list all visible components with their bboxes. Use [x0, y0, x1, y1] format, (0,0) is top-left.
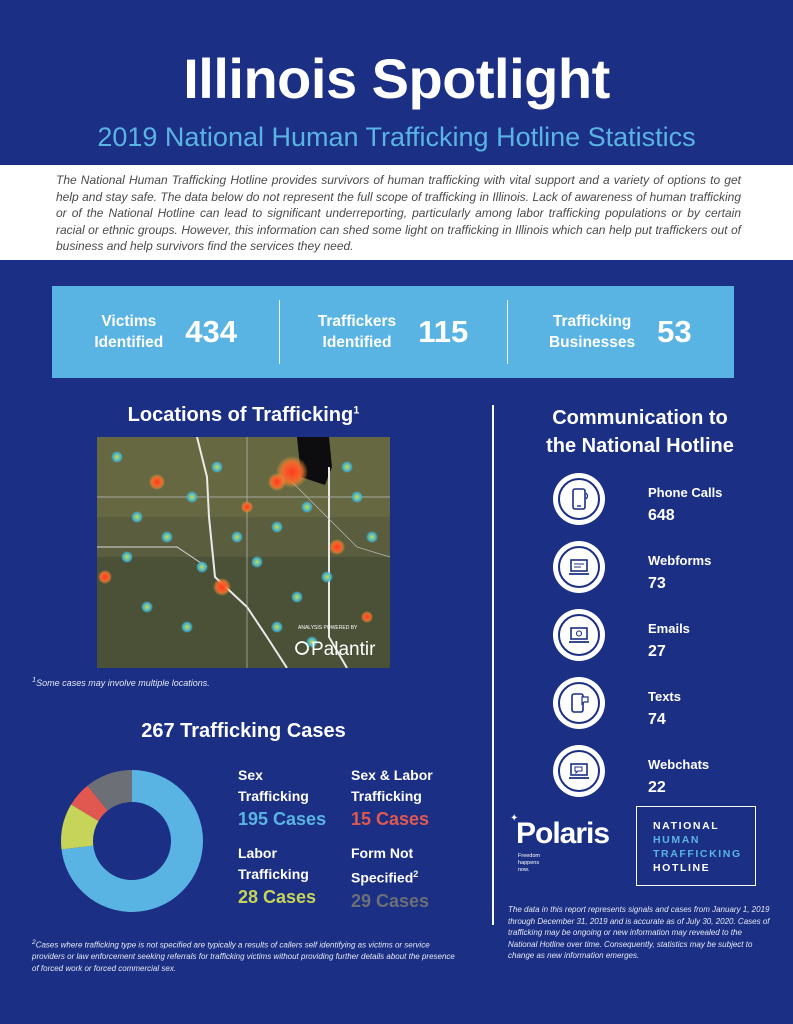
polaris-tagline	[518, 853, 540, 874]
locations-title-text: Locations of Trafficking	[127, 404, 354, 426]
stat-label-line: Identified	[94, 334, 164, 351]
cases-legend	[238, 765, 468, 915]
hotline-logo-line: HOTLINE	[653, 862, 711, 874]
communication-title	[510, 404, 770, 460]
stat-label	[94, 311, 163, 353]
case-sex-trafficking	[238, 765, 358, 831]
hotline-logo-line: HUMAN	[653, 834, 701, 846]
comm-item-phone-calls	[553, 473, 753, 529]
case-name: Trafficking	[238, 788, 309, 804]
laptop-form-icon	[553, 541, 605, 593]
locations-footnote	[32, 674, 432, 689]
comm-label: Phone Calls	[648, 485, 723, 500]
stat-value: 53	[657, 314, 692, 349]
stat-label-line: Victims	[101, 313, 157, 330]
cases-title: 267 Trafficking Cases	[141, 720, 346, 742]
intro-panel	[0, 165, 793, 260]
intro-text: The National Human Trafficking Hotline provides survivors of human trafficking with vital support and a variety of options to get help and stay safe. The data below do not represent the full scope of trafficking in Illinois. Lack of awareness of human trafficking or of the National Hotline can lead to significant underreporting, particularly among labor trafficking populations or by certain racial or ethnic groups. However, this information can shed some light on trafficking in Illinois which can help put traffickers out of business and help survivors find the services they need.	[56, 173, 741, 253]
stat-label	[318, 311, 396, 353]
polaris-tagline-line: happens	[518, 860, 540, 866]
footnote-marker: 2	[32, 939, 36, 946]
header	[0, 0, 793, 165]
case-name: Sex & Labor	[351, 767, 433, 783]
footnote-marker: 2	[413, 869, 419, 879]
polaris-logo-text: Polaris	[516, 817, 610, 850]
stat-label-line: Businesses	[548, 334, 636, 351]
email-icon	[553, 609, 605, 661]
case-name: Trafficking	[351, 788, 422, 804]
footnote-marker: 1	[353, 404, 360, 417]
comm-value: 74	[648, 711, 666, 728]
polaris-tagline-line: now.	[518, 867, 530, 873]
stat-value: 115	[418, 314, 469, 349]
column-divider	[492, 405, 494, 925]
communication-title-line: Communication to	[552, 407, 728, 429]
stat-label-line: Identified	[322, 334, 392, 351]
comm-value: 27	[648, 643, 666, 660]
case-labor-trafficking	[238, 843, 358, 909]
case-name-text: Specified	[351, 869, 414, 886]
comm-item-texts	[553, 677, 753, 733]
stat-label-line: Traffickers	[317, 313, 397, 330]
map-graphic	[97, 437, 390, 668]
page-subtitle: 2019 National Human Trafficking Hotline Statistics	[97, 122, 696, 152]
polaris-logo	[510, 813, 625, 883]
stat-label	[549, 311, 635, 353]
case-name	[351, 864, 471, 889]
cases-donut-chart	[61, 770, 203, 912]
polaris-tagline-line: Freedom	[518, 853, 541, 859]
case-form-not-specified	[351, 843, 471, 913]
stats-bar	[52, 286, 734, 378]
case-name: Form Not	[351, 845, 414, 861]
stat-victims	[52, 286, 279, 378]
comm-label: Texts	[648, 689, 681, 704]
stat-traffickers	[279, 286, 506, 378]
stat-value: 434	[185, 314, 237, 349]
hotline-logo-line: TRAFFICKING	[653, 848, 742, 860]
locations-title	[97, 404, 390, 427]
case-count: 29 Cases	[351, 890, 430, 911]
comm-value: 648	[648, 507, 675, 524]
case-sex-labor-trafficking	[351, 765, 471, 831]
national-hotline-logo	[636, 806, 756, 886]
case-name: Sex	[238, 767, 263, 783]
comm-label: Webforms	[648, 553, 712, 568]
webchat-icon	[553, 745, 605, 797]
cases-footnote	[32, 937, 462, 974]
comm-value: 73	[648, 575, 666, 592]
locations-footnote-text: Some cases may involve multiple locations.	[36, 678, 210, 688]
comm-label: Emails	[648, 621, 690, 636]
hotline-logo-line: NATIONAL	[653, 820, 720, 832]
text-message-icon	[553, 677, 605, 729]
palantir-logo-text: Palantir	[311, 639, 376, 660]
data-note: The data in this report represents signals and cases from January 1, 2019 through December 31, 2019 and is accurate as of July 30, 2020. Cases of trafficking may be ongoing or new information may revealed to the National Hotline over time. Consequently, statistics may be subject to change as new information emerges.	[508, 905, 770, 960]
polaris-star-icon: ✦	[510, 813, 519, 824]
case-count: 28 Cases	[238, 887, 317, 907]
comm-item-webforms	[553, 541, 753, 597]
page-title: Illinois Spotlight	[183, 47, 610, 110]
stat-label-line: Trafficking	[552, 313, 632, 330]
footnote-marker: 1	[32, 675, 37, 684]
phone-icon	[553, 473, 605, 525]
cases-footnote-text: Cases where trafficking type is not specified are typically a results of callers self identifying as victims or service providers or law enforcement seeking referrals for trafficking victims without providing further details about the presence of forced work or forced commercial sex.	[32, 940, 455, 973]
case-name: Labor	[238, 845, 277, 861]
case-count: 195 Cases	[238, 809, 327, 829]
comm-item-emails	[553, 609, 753, 665]
case-name: Trafficking	[238, 866, 309, 882]
case-count: 15 Cases	[351, 809, 430, 829]
comm-item-webchats	[553, 745, 753, 801]
communication-title-line: the National Hotline	[546, 435, 734, 457]
comm-label: Webchats	[648, 757, 710, 772]
illinois-heat-map	[97, 437, 390, 668]
map-credit: ANALYSIS POWERED BY	[298, 625, 358, 631]
stat-businesses	[507, 286, 734, 378]
comm-value: 22	[648, 779, 666, 796]
